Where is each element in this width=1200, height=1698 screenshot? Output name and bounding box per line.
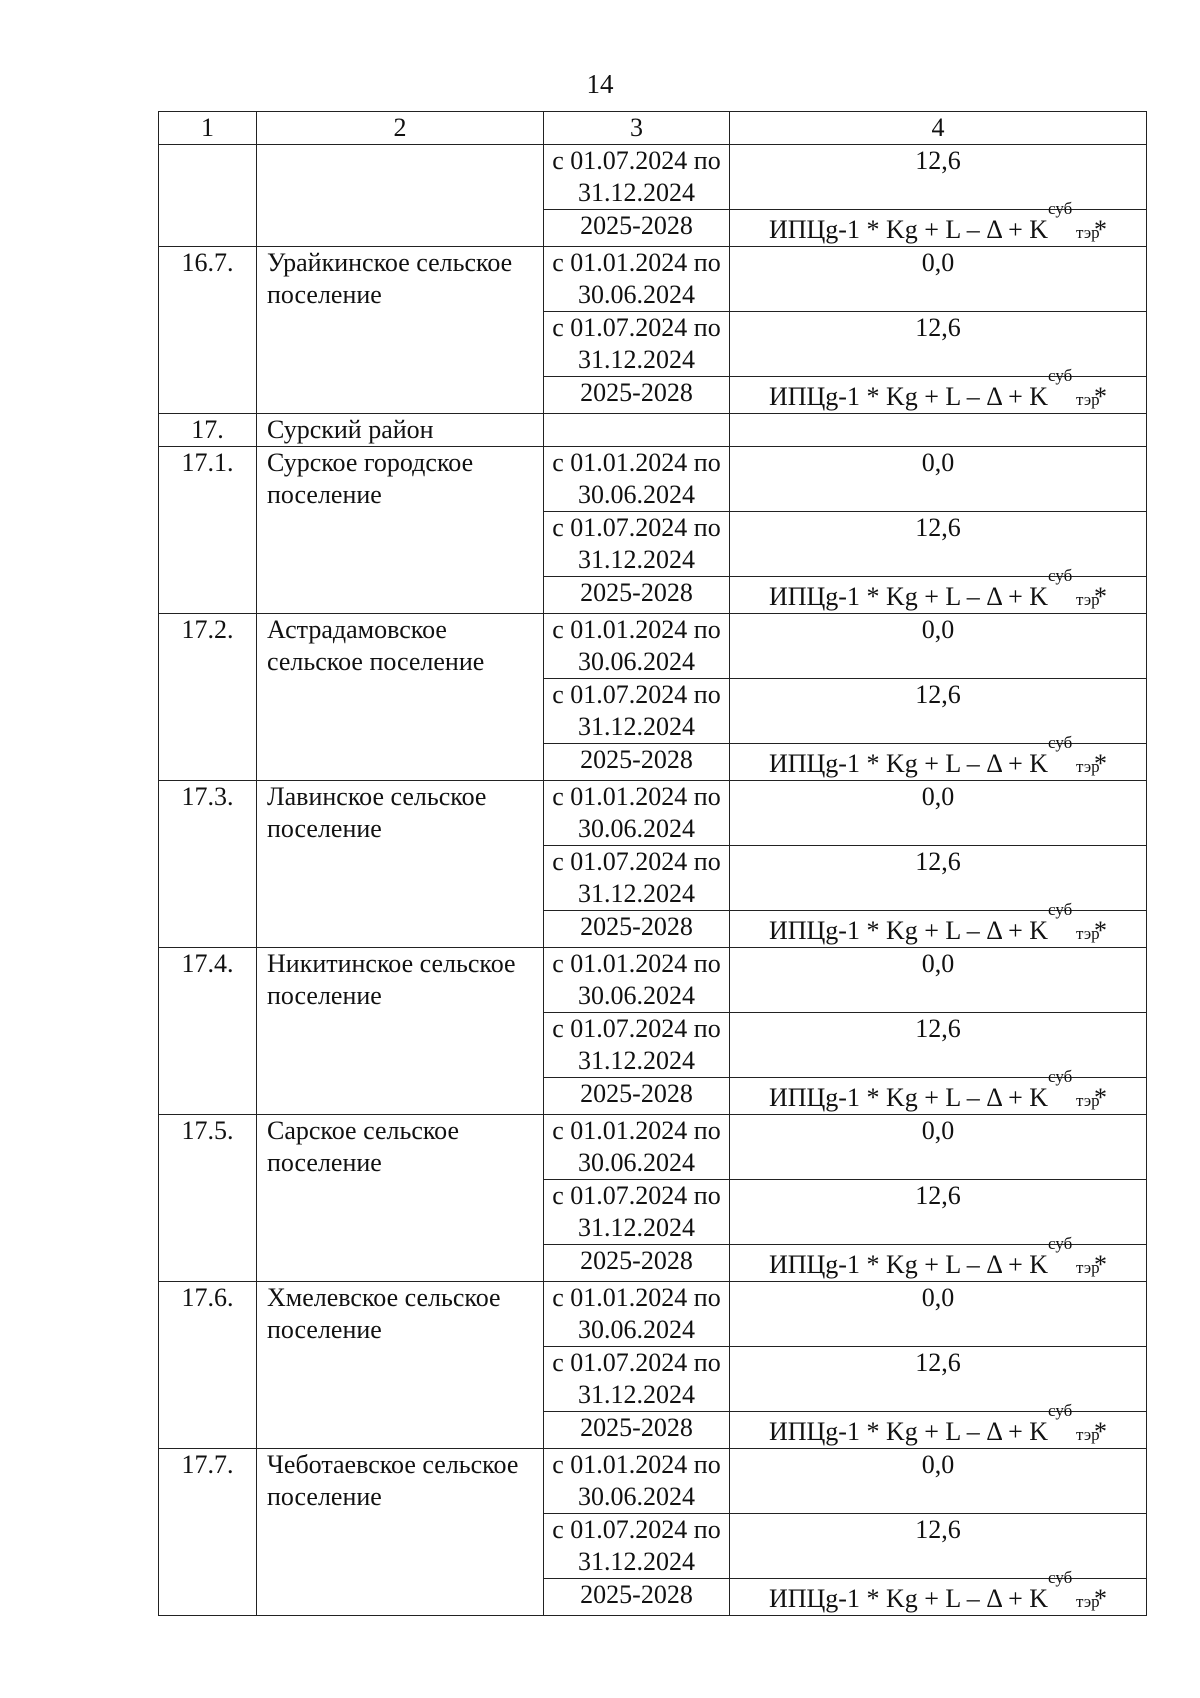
formula bbox=[768, 1234, 1108, 1279]
value-cell: 0,0 bbox=[730, 781, 1147, 846]
formula-subscript: тэр bbox=[1076, 1091, 1100, 1110]
header-col-4: 4 bbox=[730, 112, 1147, 145]
period-cell: с 01.01.2024 по 30.06.2024 bbox=[544, 1449, 730, 1514]
settlement-name: Сурский район bbox=[257, 414, 544, 447]
formula-indices bbox=[1048, 733, 1100, 776]
value-cell: 0,0 bbox=[730, 948, 1147, 1013]
formula-cell bbox=[730, 1234, 1147, 1282]
period-cell bbox=[544, 414, 730, 447]
formula-superscript: суб bbox=[1048, 900, 1073, 919]
formula-cell bbox=[730, 900, 1147, 948]
formula-cell bbox=[730, 1568, 1147, 1616]
period-cell: с 01.07.2024 по 31.12.2024 bbox=[544, 312, 730, 377]
row-number: 17. bbox=[159, 414, 257, 447]
formula-indices bbox=[1048, 566, 1100, 609]
value-cell: 12,6 bbox=[730, 1514, 1147, 1579]
value-cell: 12,6 bbox=[730, 512, 1147, 577]
formula-main: ИПЦg-1 * Kg + L – Δ + K bbox=[768, 1250, 1049, 1279]
table-row bbox=[159, 614, 1147, 679]
value-cell: 12,6 bbox=[730, 679, 1147, 744]
formula-main: ИПЦg-1 * Kg + L – Δ + K bbox=[768, 1584, 1049, 1613]
formula-star: * bbox=[1094, 382, 1108, 411]
value-cell: 0,0 bbox=[730, 247, 1147, 312]
period-cell: с 01.07.2024 по 31.12.2024 bbox=[544, 512, 730, 577]
formula-cell bbox=[730, 566, 1147, 614]
formula-cell bbox=[730, 1067, 1147, 1115]
formula-indices bbox=[1048, 366, 1100, 409]
formula-subscript: тэр bbox=[1076, 223, 1100, 242]
formula-subscript: тэр bbox=[1076, 924, 1100, 943]
value-cell: 12,6 bbox=[730, 846, 1147, 911]
formula-main: ИПЦg-1 * Kg + L – Δ + K bbox=[768, 749, 1049, 778]
formula bbox=[768, 900, 1108, 945]
period-cell: 2025-2028 bbox=[544, 1078, 730, 1115]
value-cell: 12,6 bbox=[730, 145, 1147, 210]
formula-star: * bbox=[1094, 215, 1108, 244]
table-row bbox=[159, 1449, 1147, 1514]
formula-subscript: тэр bbox=[1076, 1592, 1100, 1611]
formula-indices bbox=[1048, 199, 1100, 242]
formula-main: ИПЦg-1 * Kg + L – Δ + K bbox=[768, 1083, 1049, 1112]
table-row bbox=[159, 247, 1147, 312]
table-row bbox=[159, 1282, 1147, 1347]
formula bbox=[768, 1568, 1108, 1613]
formula-indices bbox=[1048, 1568, 1100, 1611]
formula-cell bbox=[730, 199, 1147, 247]
row-number: 16.7. bbox=[159, 247, 257, 414]
formula-star: * bbox=[1094, 1417, 1108, 1446]
period-cell: с 01.07.2024 по 31.12.2024 bbox=[544, 145, 730, 210]
period-cell: с 01.01.2024 по 30.06.2024 bbox=[544, 781, 730, 846]
value-cell: 0,0 bbox=[730, 614, 1147, 679]
formula-main: ИПЦg-1 * Kg + L – Δ + K bbox=[768, 382, 1049, 411]
row-number: 17.3. bbox=[159, 781, 257, 948]
formula-cell bbox=[730, 733, 1147, 781]
formula-cell bbox=[730, 366, 1147, 414]
formula-superscript: суб bbox=[1048, 1568, 1073, 1587]
formula-star: * bbox=[1094, 1250, 1108, 1279]
formula-indices bbox=[1048, 1234, 1100, 1277]
period-cell: с 01.01.2024 по 30.06.2024 bbox=[544, 614, 730, 679]
formula bbox=[768, 199, 1108, 244]
period-cell: с 01.07.2024 по 31.12.2024 bbox=[544, 846, 730, 911]
formula-star: * bbox=[1094, 582, 1108, 611]
formula bbox=[768, 1401, 1108, 1446]
formula-star: * bbox=[1094, 1584, 1108, 1613]
table-header-row bbox=[159, 112, 1147, 145]
period-cell: с 01.01.2024 по 30.06.2024 bbox=[544, 948, 730, 1013]
settlement-name bbox=[257, 145, 544, 247]
formula-superscript: суб bbox=[1048, 566, 1073, 585]
row-number: 17.4. bbox=[159, 948, 257, 1115]
tariff-table bbox=[158, 111, 1147, 1616]
settlement-name: Чеботаевское сельское поселение bbox=[257, 1449, 544, 1616]
formula-main: ИПЦg-1 * Kg + L – Δ + K bbox=[768, 916, 1049, 945]
row-number: 17.6. bbox=[159, 1282, 257, 1449]
formula-superscript: суб bbox=[1048, 366, 1073, 385]
period-cell: с 01.01.2024 по 30.06.2024 bbox=[544, 1282, 730, 1347]
period-cell: 2025-2028 bbox=[544, 577, 730, 614]
value-cell: 12,6 bbox=[730, 1347, 1147, 1412]
formula bbox=[768, 566, 1108, 611]
value-cell: 12,6 bbox=[730, 1013, 1147, 1078]
settlement-name: Никитинское сельское поселение bbox=[257, 948, 544, 1115]
period-cell: с 01.01.2024 по 30.06.2024 bbox=[544, 247, 730, 312]
period-cell: с 01.07.2024 по 31.12.2024 bbox=[544, 1180, 730, 1245]
formula-subscript: тэр bbox=[1076, 390, 1100, 409]
value-cell: 0,0 bbox=[730, 1282, 1147, 1347]
formula bbox=[768, 366, 1108, 411]
period-cell: 2025-2028 bbox=[544, 210, 730, 247]
period-cell: 2025-2028 bbox=[544, 1412, 730, 1449]
value-cell: 0,0 bbox=[730, 447, 1147, 512]
formula-star: * bbox=[1094, 916, 1108, 945]
period-cell: с 01.07.2024 по 31.12.2024 bbox=[544, 1347, 730, 1412]
value-cell: 0,0 bbox=[730, 1115, 1147, 1180]
period-cell: 2025-2028 bbox=[544, 911, 730, 948]
formula-superscript: суб bbox=[1048, 1401, 1073, 1420]
formula-main: ИПЦg-1 * Kg + L – Δ + K bbox=[768, 582, 1049, 611]
formula-subscript: тэр bbox=[1076, 1425, 1100, 1444]
period-cell: с 01.01.2024 по 30.06.2024 bbox=[544, 447, 730, 512]
value-cell: 0,0 bbox=[730, 1449, 1147, 1514]
header-col-2: 2 bbox=[257, 112, 544, 145]
formula-superscript: суб bbox=[1048, 1234, 1073, 1253]
formula-main: ИПЦg-1 * Kg + L – Δ + K bbox=[768, 1417, 1049, 1446]
formula-cell bbox=[730, 1401, 1147, 1449]
settlement-name: Сурское городское поселение bbox=[257, 447, 544, 614]
header-col-3: 3 bbox=[544, 112, 730, 145]
period-cell: 2025-2028 bbox=[544, 1245, 730, 1282]
formula-indices bbox=[1048, 1401, 1100, 1444]
period-cell: с 01.07.2024 по 31.12.2024 bbox=[544, 1514, 730, 1579]
settlement-name: Урайкинское сельское поселение bbox=[257, 247, 544, 414]
period-cell: 2025-2028 bbox=[544, 1579, 730, 1616]
formula bbox=[768, 1067, 1108, 1112]
formula-indices bbox=[1048, 900, 1100, 943]
formula-subscript: тэр bbox=[1076, 1258, 1100, 1277]
formula-indices bbox=[1048, 1067, 1100, 1110]
page-number: 14 bbox=[586, 69, 614, 99]
formula-star: * bbox=[1094, 1083, 1108, 1112]
period-cell: 2025-2028 bbox=[544, 377, 730, 414]
period-cell: с 01.07.2024 по 31.12.2024 bbox=[544, 1013, 730, 1078]
formula bbox=[768, 733, 1108, 778]
formula-superscript: суб bbox=[1048, 1067, 1073, 1086]
row-number: 17.2. bbox=[159, 614, 257, 781]
value-cell bbox=[730, 414, 1147, 447]
table-row bbox=[159, 447, 1147, 512]
row-number: 17.1. bbox=[159, 447, 257, 614]
period-cell: 2025-2028 bbox=[544, 744, 730, 781]
table-row bbox=[159, 1115, 1147, 1180]
settlement-name: Хмелевское сельское поселение bbox=[257, 1282, 544, 1449]
settlement-name: Астрадамовское сельское поселение bbox=[257, 614, 544, 781]
table-row bbox=[159, 145, 1147, 210]
table-row bbox=[159, 781, 1147, 846]
settlement-name: Лавинское сельское поселение bbox=[257, 781, 544, 948]
table-row bbox=[159, 414, 1147, 447]
formula-subscript: тэр bbox=[1076, 590, 1100, 609]
period-cell: с 01.07.2024 по 31.12.2024 bbox=[544, 679, 730, 744]
row-number: 17.5. bbox=[159, 1115, 257, 1282]
value-cell: 12,6 bbox=[730, 312, 1147, 377]
period-cell: с 01.01.2024 по 30.06.2024 bbox=[544, 1115, 730, 1180]
table-row bbox=[159, 948, 1147, 1013]
formula-subscript: тэр bbox=[1076, 757, 1100, 776]
value-cell: 12,6 bbox=[730, 1180, 1147, 1245]
formula-superscript: суб bbox=[1048, 199, 1073, 218]
formula-superscript: суб bbox=[1048, 733, 1073, 752]
formula-main: ИПЦg-1 * Kg + L – Δ + K bbox=[768, 215, 1049, 244]
row-number: 17.7. bbox=[159, 1449, 257, 1616]
formula-star: * bbox=[1094, 749, 1108, 778]
header-col-1: 1 bbox=[159, 112, 257, 145]
row-number bbox=[159, 145, 257, 247]
settlement-name: Сарское сельское поселение bbox=[257, 1115, 544, 1282]
